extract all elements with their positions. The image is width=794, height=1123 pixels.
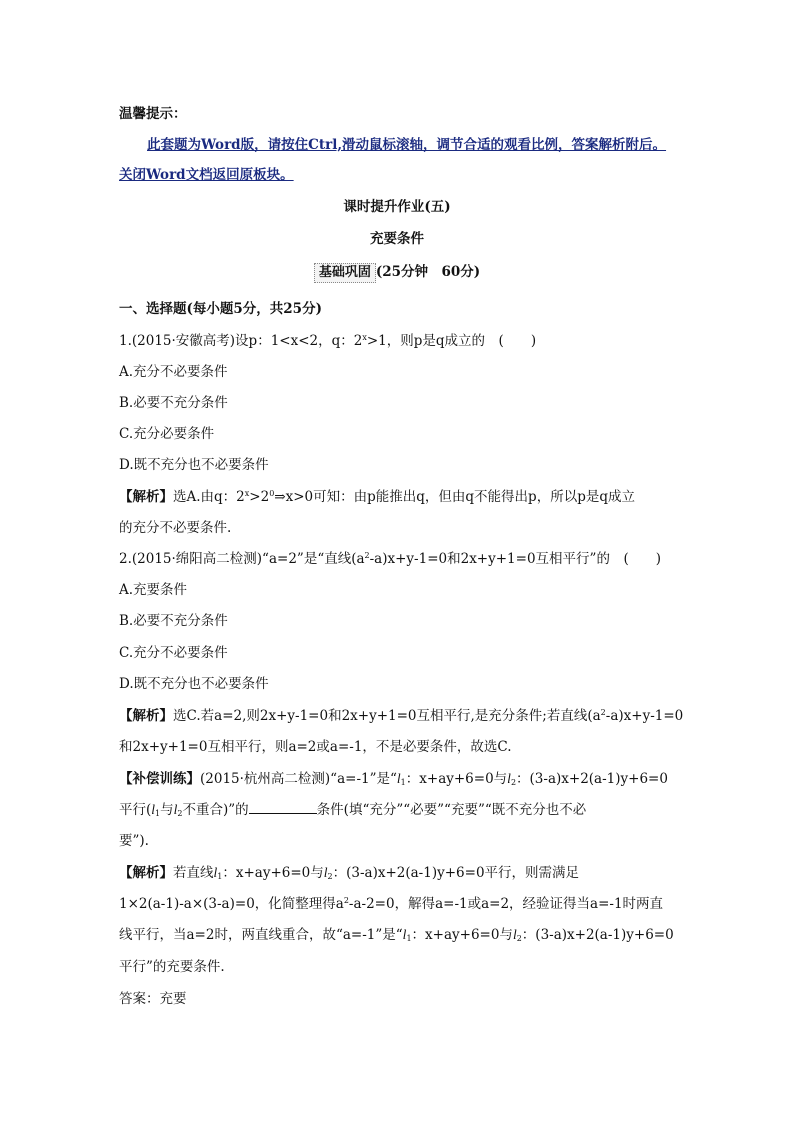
- extra-analysis-4: 平行”的充要条件.: [119, 959, 225, 975]
- q2-option-c: C.充分不必要条件: [119, 645, 228, 661]
- part1-heading: 一、选择题(每小题5分，共25分): [119, 301, 322, 317]
- section-time: (25分钟 60分): [375, 264, 481, 280]
- q1-analysis-cont: 的充分不必要条件.: [119, 520, 232, 536]
- q2-analysis-cont: 和2x+y+1=0互相平行，则a=2或a=-1，不是必要条件，故选C.: [119, 739, 512, 755]
- extra-stem-3: 要”).: [119, 833, 149, 849]
- q1-option-d: D.既不充分也不必要条件: [119, 457, 269, 473]
- tip-line1: 此套题为Word版，请按住Ctrl,滑动鼠标滚轴，调节合适的观看比例，答案解析附后。: [147, 137, 667, 153]
- q1-analysis: 【解析】选A.由q：$2^x>2^0\Rightarrow x>0$可知：由p能推出q，但由q不能得出p，所以p是q成立: [119, 489, 635, 505]
- tip-line2: 关闭Word文档返回原板块。: [119, 167, 294, 183]
- extra-analysis-2: 1×2(a-1)-a×(3-a)=0，化简整理得$a^2-a-2=0$，解得a=-1或a=2，经验证得当a=-1时两直: [119, 896, 664, 912]
- extra-analysis: 【解析】若直线$l_1$：x+ay+6=0与$l_2$：(3-a)x+2(a-1)y+6=0平行，则需满足: [119, 865, 580, 881]
- extra-stem-2: 平行($l_1$与$l_2$不重合)”的 条件(填“充分”“必要”“充要”“既不充分也不必: [119, 802, 587, 818]
- q2-option-d: D.既不充分也不必要条件: [119, 676, 269, 692]
- page-title: 课时提升作业(五): [343, 199, 451, 215]
- q2-analysis: 【解析】选C.若a=2,则2x+y-1=0和2x+y+1=0互相平行,是充分条件;若直线$(a^2-a)x+y-1=0$: [119, 708, 684, 724]
- answer-blank[interactable]: [249, 801, 317, 814]
- q1-option-a: A.充分不必要条件: [119, 364, 228, 380]
- page-subtitle: 充要条件: [370, 231, 424, 247]
- tip-heading: 温馨提示：: [119, 106, 187, 122]
- extra-analysis-3: 线平行，当a=2时，两直线重合，故“a=-1”是“$l_1$：x+ay+6=0与$l_2$：(3-a)x+2(a-1)y+6=0: [119, 927, 674, 943]
- q1-option-c: C.充分必要条件: [119, 426, 215, 442]
- q2-option-a: A.充要条件: [119, 582, 188, 598]
- extra-stem: 【补偿训练】(2015·杭州高二检测)“a=-1”是“$l_1$：x+ay+6=0与$l_2$：(3-a)x+2(a-1)y+6=0: [119, 771, 668, 787]
- q1-stem: 1.(2015·安徽高考)设p：1<x<2，q：$2^x>1$，则p是q成立的 ( ): [119, 333, 537, 349]
- section-header: [0, 263, 794, 283]
- q2-stem: 2.(2015·绵阳高二检测)“a=2”是“直线$(a^2-a)x+y-1=0$和2x+y+1=0互相平行”的 ( ): [119, 551, 661, 567]
- section-badge: 基础巩固: [314, 263, 376, 283]
- q1-option-b: B.必要不充分条件: [119, 395, 228, 411]
- extra-answer: 答案：充要: [119, 991, 187, 1007]
- q2-option-b: B.必要不充分条件: [119, 613, 228, 629]
